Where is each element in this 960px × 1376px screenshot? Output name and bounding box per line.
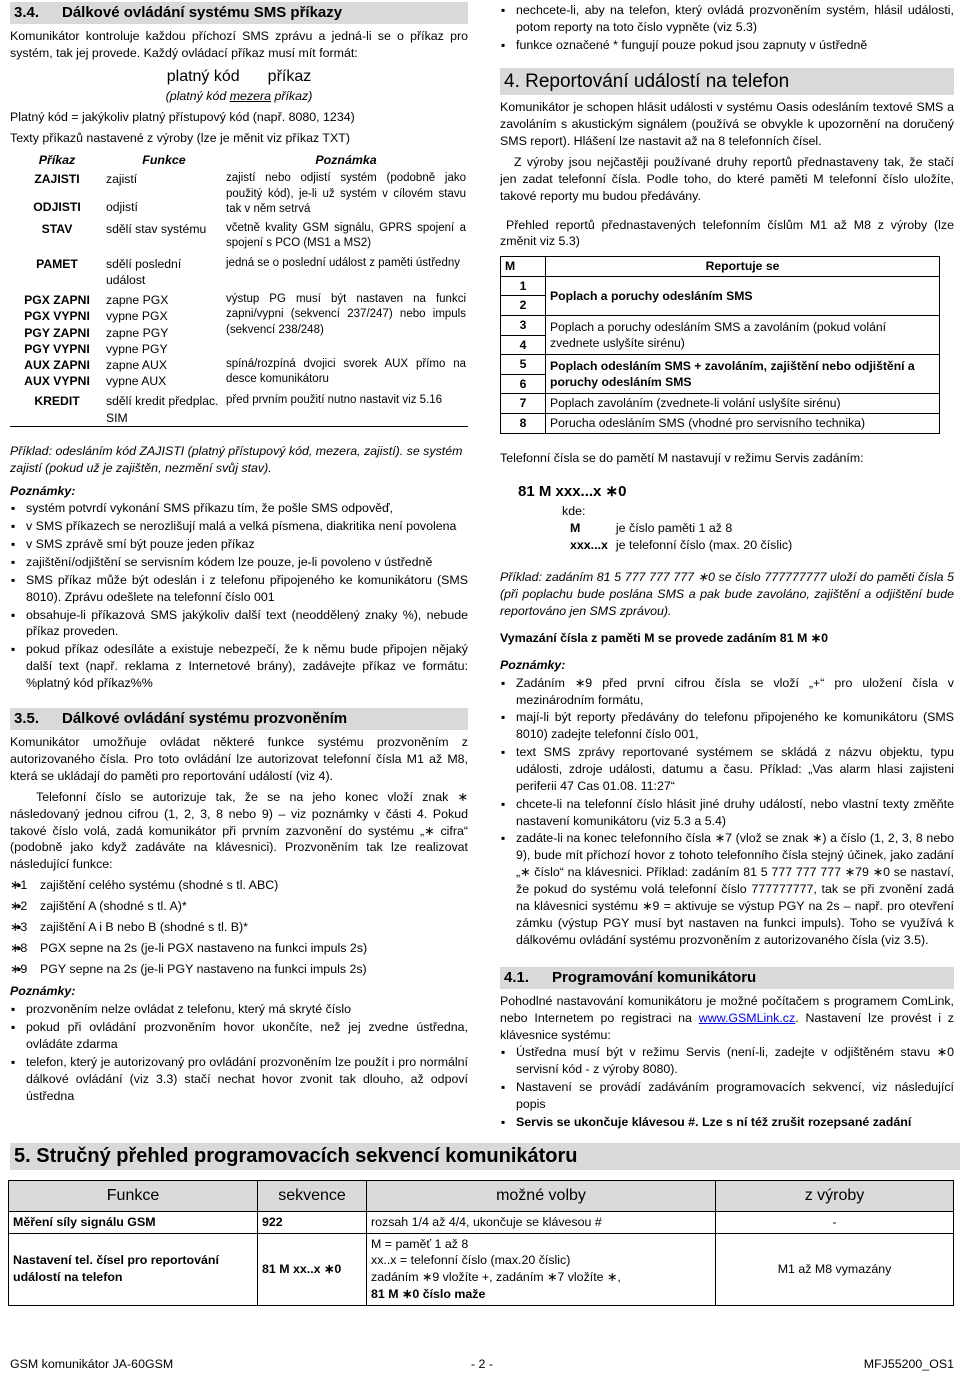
section-3-4-heading	[10, 2, 468, 24]
list-item: ▪ prozvoněním nelze ovládat z telefonu, který má skryté číslo	[26, 1001, 468, 1018]
list-item: ▪ zadáte-li na konec telefonního čísla ∗7 (vlož se znak ∗) a číslo (1, 2, 3, 8 nebo 9), bude mít příchozí hovor z tohoto telefonního čísla stejný účinek, jako zadání „∗ číslo“ na klávesnici. Příklad: zadáním 81 5 777 777 777 ∗79 ∗0 se nastaví, že pokud do systému volá telefonní číslo 777777777, tak se při zvonění zadá na klávesnici systému ∗9 = aktivuje se výstup PGY na 2s – např. pro otevření zámku (výstup PGY musí byt nastaven na funkci impuls). Toho se využívá k dálkovému ovládání systému prozvoněním z autorizovaného čísla (viz 3.5).	[516, 830, 954, 948]
options-cell: rozsah 1/4 až 4/4, ukončuje se klávesou #	[367, 1211, 716, 1233]
table-row	[9, 1211, 954, 1233]
kde-label: kde:	[562, 503, 586, 518]
function-cell: zapne AUX	[106, 358, 167, 373]
column-header: Funkce	[9, 1181, 258, 1212]
section-title: Dálkové ovládání systému SMS příkazy	[62, 4, 343, 21]
option-line: M = paměť 1 až 8	[371, 1236, 469, 1251]
column-header: sekvence	[258, 1181, 367, 1212]
section-number: 4.1.	[504, 968, 530, 986]
table-row	[501, 355, 940, 375]
notes-title: Poznámky:	[10, 483, 76, 498]
column-header: Poznámka	[315, 153, 377, 168]
list-item: ▪ pokud při ovládání prozvoněním hovor ukončíte, než jej zvedne ústředna, ovládáte zdarma	[26, 1019, 468, 1053]
sequence-cell: 81 M xx..x ∗0	[258, 1233, 367, 1305]
section-title: Dálkové ovládání systému prozvoněním	[62, 709, 348, 727]
text-part: Pohodlné nastavování komunikátoru je možné počítačem s programem ComLink, nebo Internetem po registraci na	[500, 993, 954, 1025]
note-cell: jedná se o poslední událost z paměti ústředny	[226, 256, 460, 269]
list-item: ▪ funkce označené * fungují pouze pokud jsou zapnuty v ústředně	[516, 37, 954, 54]
function-cell: zapne PGY	[106, 325, 169, 340]
memory-number: 3	[501, 316, 546, 336]
notes-title: Poznámky:	[10, 984, 76, 999]
list-item	[10, 940, 468, 957]
default-cell: -	[716, 1211, 954, 1233]
programming-list	[500, 1044, 954, 1130]
list-item: ▪ text SMS zprávy reportované systémem se skládá z názvu objektu, typu události, zdroje události, datumu a času. Příklad: „Vas alarm hlasi zajisteni periferii 47 Cas 01.08. 11:27“	[516, 744, 954, 795]
memory-number: 2	[501, 296, 546, 316]
command-cell: KREDIT	[10, 389, 104, 426]
command-cell: ODJISTI	[33, 199, 81, 214]
legend-row	[566, 520, 796, 537]
table-row	[10, 171, 468, 189]
report-text: Poplach odesláním SMS + zavoláním, zajištění nebo odjištění a poruchy odesláním SMS	[546, 355, 940, 394]
note-cell: spíná/rozpíná dvojici svorek AUX přímo na desce komunikátoru	[226, 358, 466, 386]
list-item: ▪ Zadáním ∗9 před první cifrou čísla se vloží „+“ pro uložení čísla v mezinárodním formátu,	[516, 675, 954, 709]
section-4-1-heading	[500, 967, 954, 989]
empty-cell	[224, 341, 468, 357]
format-sub-underlined: mezera	[229, 88, 272, 103]
function-key: ∗8	[10, 940, 28, 955]
notes-list	[10, 500, 468, 691]
command-format	[10, 66, 468, 88]
option-line: xx..x = telefonní číslo (max.20 číslic)	[371, 1253, 571, 1268]
function-cell: Měření síly signálu GSM	[9, 1211, 258, 1233]
function-key: ∗3	[10, 919, 28, 934]
default-cell: M1 až M8 vymazány	[716, 1233, 954, 1305]
format-command: příkaz	[267, 68, 312, 86]
texts-note: Texty příkazů nastavené z výroby (lze je měnit viz příkaz TXT)	[10, 130, 350, 145]
list-item: ▪ chcete-li na telefonní číslo hlásit jiné druhy událostí, nebo vlastní texty změňte nastavení komunikátoru (viz 5.3 a 5.4)	[516, 796, 954, 830]
function-key: ∗1	[10, 878, 28, 893]
sequence-table	[8, 1180, 954, 1306]
list-item	[10, 961, 468, 978]
table-row	[501, 414, 940, 434]
command-cell: PGY ZAPNI	[24, 325, 90, 340]
list-item: ▪ nechcete-li, aby na telefon, který ovládá prozvoněním systém, hlásil události, potom reporty na toto číslo vypněte (viz 5.3)	[516, 2, 954, 36]
column-header: možné volby	[367, 1181, 716, 1212]
report-text: Porucha odesláním SMS (vhodné pro servisního technika)	[546, 414, 940, 434]
left-column	[10, 0, 468, 1106]
paragraph: Komunikátor je schopen hlásit události v systému Oasis odesláním textové SMS a zavoláním s akustickým signálem (používá se obvykle k upozornění na doručený SMS report). Hlášení lze nastavit až na 8 telefonních čísel.	[500, 100, 954, 149]
table-header-row	[10, 150, 468, 171]
command-cell: PAMET	[36, 256, 78, 271]
column-header: Funkce	[142, 153, 186, 168]
table-header-row	[501, 257, 940, 277]
command-cell: PGX VYPNI	[24, 309, 90, 324]
function-cell: sdělí stav systému	[106, 222, 207, 237]
paragraph: Přehled reportů přednastavených telefonním číslům M1 až M8 z výroby (lze změnit viz 5.3)	[500, 217, 954, 249]
option-line: 81 M ∗0 číslo maže	[371, 1287, 486, 1302]
memory-number: 1	[501, 276, 546, 296]
paragraph: Z výroby jsou nejčastěji používané druhy reportů přednastaveny tak, že stačí jen zadat telefonní čísla. Podle toho, do které paměti M telefonní číslo uložíte, takové reporty mu budou předávány.	[500, 154, 954, 203]
format-code: platný kód	[166, 68, 240, 86]
sequence-cell: 922	[258, 1211, 367, 1233]
prozvoneni-functions-list	[10, 877, 468, 977]
list-item: ▪ pokud příkaz odesíláte a existuje nebezpečí, že k němu bude připojen nějaký další text (např. reklama z Internetové brány), zadávejte příkaz ve formátu: %platný kód příkaz%%	[26, 641, 468, 692]
table-row	[10, 341, 468, 357]
legend-value: je číslo paměti 1 až 8	[615, 520, 733, 535]
command-cell: AUX VYPNI	[24, 374, 90, 389]
list-item: ▪ systém potvrdí vykonání SMS příkazu tím, že pošle SMS odpověď,	[26, 500, 468, 517]
table-row	[10, 288, 468, 308]
table-row	[501, 276, 940, 296]
section-number: 3.5.	[14, 709, 40, 727]
example-text: Příklad: zadáním 81 5 777 777 777 ∗0 se číslo 777777777 uloží do paměti čísla 5 (při poplachu bude poslána SMS a pak bude zavoláno, zajištění a odjištění bude reportováno jen SMS zprávou).	[500, 570, 954, 619]
paragraph: Telefonní číslo se autorizuje tak, že se na jeho konec vloží znak ∗ následovaný jednou cifrou (1, 2, 3, 8 nebo 9) – viz poznámky v části 4. Pokud takové číslo volá, zadá komunikátor při prvním zazvonění do systému „∗ cifra“ (podobně jako když zadáváte na klávesnici). Prozvoněním tak lze realizovat následující funkce:	[10, 789, 468, 872]
table-row	[10, 217, 468, 252]
function-text: PGY sepne na 2s (je-li PGY nastaveno na funkci impuls 2s)	[40, 961, 367, 976]
list-item	[10, 877, 468, 894]
list-item: ▪ telefon, který je autorizovaný pro ovládání prozvoněním lze použít i pro normální dálkové ovládání (viz 3.3) stačí nechat hovor zvonit tak dlouho, až odpoví ústředna	[26, 1054, 468, 1105]
list-item: ▪ Nastavení se provádí zadáváním programovacích sekvencí, viz následující popis	[516, 1079, 954, 1113]
column-header: z výroby	[716, 1181, 954, 1212]
command-cell: PGY VYPNI	[24, 341, 90, 356]
list-item: ▪ Ústředna musí být v režimu Servis (není-li, zadejte v odjištěném stavu ∗0 servisní kód - z výroby 8080).	[516, 1044, 954, 1078]
paragraph	[500, 993, 954, 1044]
store-code: 81 M xxx...x ∗0	[518, 483, 627, 501]
function-text: PGX sepne na 2s (je-li PGX nastaveno na funkci impuls 2s)	[40, 940, 368, 955]
code-legend	[566, 520, 796, 554]
report-text: Poplach a poruchy odesláním SMS	[546, 276, 940, 315]
footer-product: GSM komunikátor JA-60GSM	[10, 1357, 174, 1371]
function-cell: vypne PGX	[106, 309, 168, 324]
report-text: Poplach a poruchy odesláním SMS a zavoláním (pokud volání zvednete uslyšíte sirénu)	[546, 316, 940, 355]
table-row	[10, 389, 468, 426]
section-4-heading: 4. Reportování událostí na telefon	[500, 68, 954, 96]
command-cell: STAV	[41, 222, 73, 237]
table-row	[501, 394, 940, 414]
section-5-heading: 5. Stručný přehled programovacích sekvencí komunikátoru	[10, 1143, 960, 1170]
note-cell: před prvním použití nutno nastavit viz 5.16	[224, 389, 468, 426]
function-key: ∗2	[10, 899, 28, 914]
legend-row	[566, 537, 796, 554]
function-cell: sdělí kredit předplac. SIM	[104, 389, 224, 426]
function-cell: zajistí	[106, 172, 138, 187]
table-row	[9, 1233, 954, 1305]
option-line: zadáním ∗9 vložíte +, zadáním ∗7 vložíte ∗,	[371, 1270, 621, 1285]
memory-number: 4	[501, 335, 546, 355]
column-header: Příkaz	[38, 153, 76, 168]
function-cell: vypne PGY	[106, 341, 168, 356]
legend-value: je telefonní číslo (max. 20 číslic)	[615, 537, 793, 552]
legend-key: M	[570, 520, 581, 535]
list-item: ▪ Servis se ukončuje klávesou #. Lze s ní též zrušit rozepsané zadání	[516, 1114, 954, 1131]
gsmlink-link[interactable]: www.GSMLink.cz	[698, 1010, 796, 1025]
function-text: zajištění A i B nebo B (shodné s tl. B)*	[40, 919, 249, 934]
right-column	[500, 0, 954, 1132]
table-row	[10, 252, 468, 288]
note-cell: výstup PG musí být nastaven na funkci zapni/vypni (sekvencí 237/247) nebo impuls (sekvencí 238/248)	[226, 293, 466, 336]
text-part: . Nastavení lze provést i z klávesnice systému:	[500, 1010, 954, 1042]
function-text: zajištění celého systému (shodné s tl. ABC)	[40, 878, 279, 893]
report-text: Poplach zavoláním (zvednete-li volání uslyšíte sirénu)	[546, 394, 940, 414]
table-row	[501, 316, 940, 336]
store-numbers-text: Telefonní čísla se do pamětí M nastavují v režimu Servis zadáním:	[500, 450, 864, 465]
table-row	[10, 357, 468, 373]
format-sub-a: (platný kód	[165, 88, 230, 103]
command-cell: PGX ZAPNI	[24, 293, 90, 308]
function-cell: odjistí	[106, 199, 138, 214]
column-header: M	[501, 257, 546, 277]
notes-list	[10, 1001, 468, 1104]
function-cell: Nastavení tel. čísel pro reportování událostí na telefon	[9, 1233, 258, 1305]
intro-paragraph: Komunikátor kontroluje každou příchozí SMS zprávu a jedná-li se o příkaz pro systém, tak jej provede. Každý ovládací příkaz musí mít formát:	[10, 29, 468, 61]
list-item: ▪ v SMS zprávě smí být pouze jeden příkaz	[26, 536, 468, 553]
list-item	[10, 898, 468, 915]
notes-list-continued	[500, 2, 954, 54]
page-number: - 2 -	[470, 1357, 494, 1371]
list-item: ▪ mají-li být reporty předávány do telefonu připojeného ke komunikátoru (SMS 8010) zadejte telefonní číslo 001,	[516, 709, 954, 743]
list-item: ▪ v SMS příkazech se nerozlišují malá a velká písmena, diakritika není povolena	[26, 518, 468, 535]
sms-command-table	[10, 150, 468, 426]
command-format-explanation	[10, 88, 468, 105]
legend-key: xxx...x	[570, 537, 608, 552]
command-cell: AUX ZAPNI	[24, 358, 90, 373]
format-sub-b: příkaz)	[271, 88, 313, 103]
report-table	[500, 256, 940, 433]
table-header-row	[9, 1181, 954, 1212]
memory-number: 6	[501, 374, 546, 394]
column-header: Reportuje se	[546, 257, 940, 277]
function-text: zajištění A (shodné s tl. A)*	[40, 899, 187, 914]
function-cell: vypne AUX	[106, 374, 167, 389]
example-text: Příklad: odesláním kód ZAJISTI (platný přístupový kód, mezera, zajistí). se systém zajistí (pokud už je zajištěn, nezmění svůj stav).	[10, 443, 463, 475]
valid-code-text: Platný kód = jakýkoliv platný přístupový kód (např. 8080, 1234)	[10, 109, 355, 124]
function-cell: zapne PGX	[106, 293, 169, 308]
list-item	[10, 919, 468, 936]
list-item: ▪ obsahuje-li příkazová SMS jakýkoliv další text (neoddělený znaky %), nebude příkaz proveden.	[26, 607, 468, 641]
section-number: 3.4.	[14, 4, 40, 21]
note-cell: včetně kvality GSM signálu, GPRS spojení a spojení s PCO (MS1 a MS2)	[226, 222, 466, 250]
delete-text: Vymazání čísla z paměti M se provede zadáním 81 M ∗0	[500, 631, 829, 646]
paragraph: Komunikátor umožňuje ovládat některé funkce systému prozvoněním z autorizovaného čísla. Pro toto ovládání lze autorizovat telefonní čísla M1 až M8, která se ukládají do paměti pro reportování událostí (viz 4).	[10, 735, 468, 784]
memory-number: 5	[501, 355, 546, 375]
note-cell: zajistí nebo odjistí systém (podobně jako použitý kód), je-li už systém v cílovém stavu tak v něm setrvá	[226, 172, 466, 215]
section-title: Programování komunikátoru	[552, 968, 757, 986]
options-cell	[367, 1233, 716, 1305]
function-key: ∗9	[10, 961, 28, 976]
notes-title: Poznámky:	[500, 657, 566, 672]
function-cell: sdělí poslední událost	[106, 256, 182, 287]
section-3-5-heading	[10, 708, 468, 730]
memory-number: 8	[501, 414, 546, 434]
list-item: ▪ SMS příkaz může být odeslán i z telefonu připojeného ke komunikátoru (SMS 8010). Zprávu odešlete na telefonní číslo 001	[26, 572, 468, 606]
list-item: ▪ zajištění/odjištění se servisním kódem lze pouze, je-li povoleno v ústředně	[26, 554, 468, 571]
footer-doc-id: MFJ55200_OS1	[863, 1357, 954, 1371]
command-cell: ZAJISTI	[34, 172, 80, 187]
notes-list	[500, 675, 954, 949]
memory-number: 7	[501, 394, 546, 414]
